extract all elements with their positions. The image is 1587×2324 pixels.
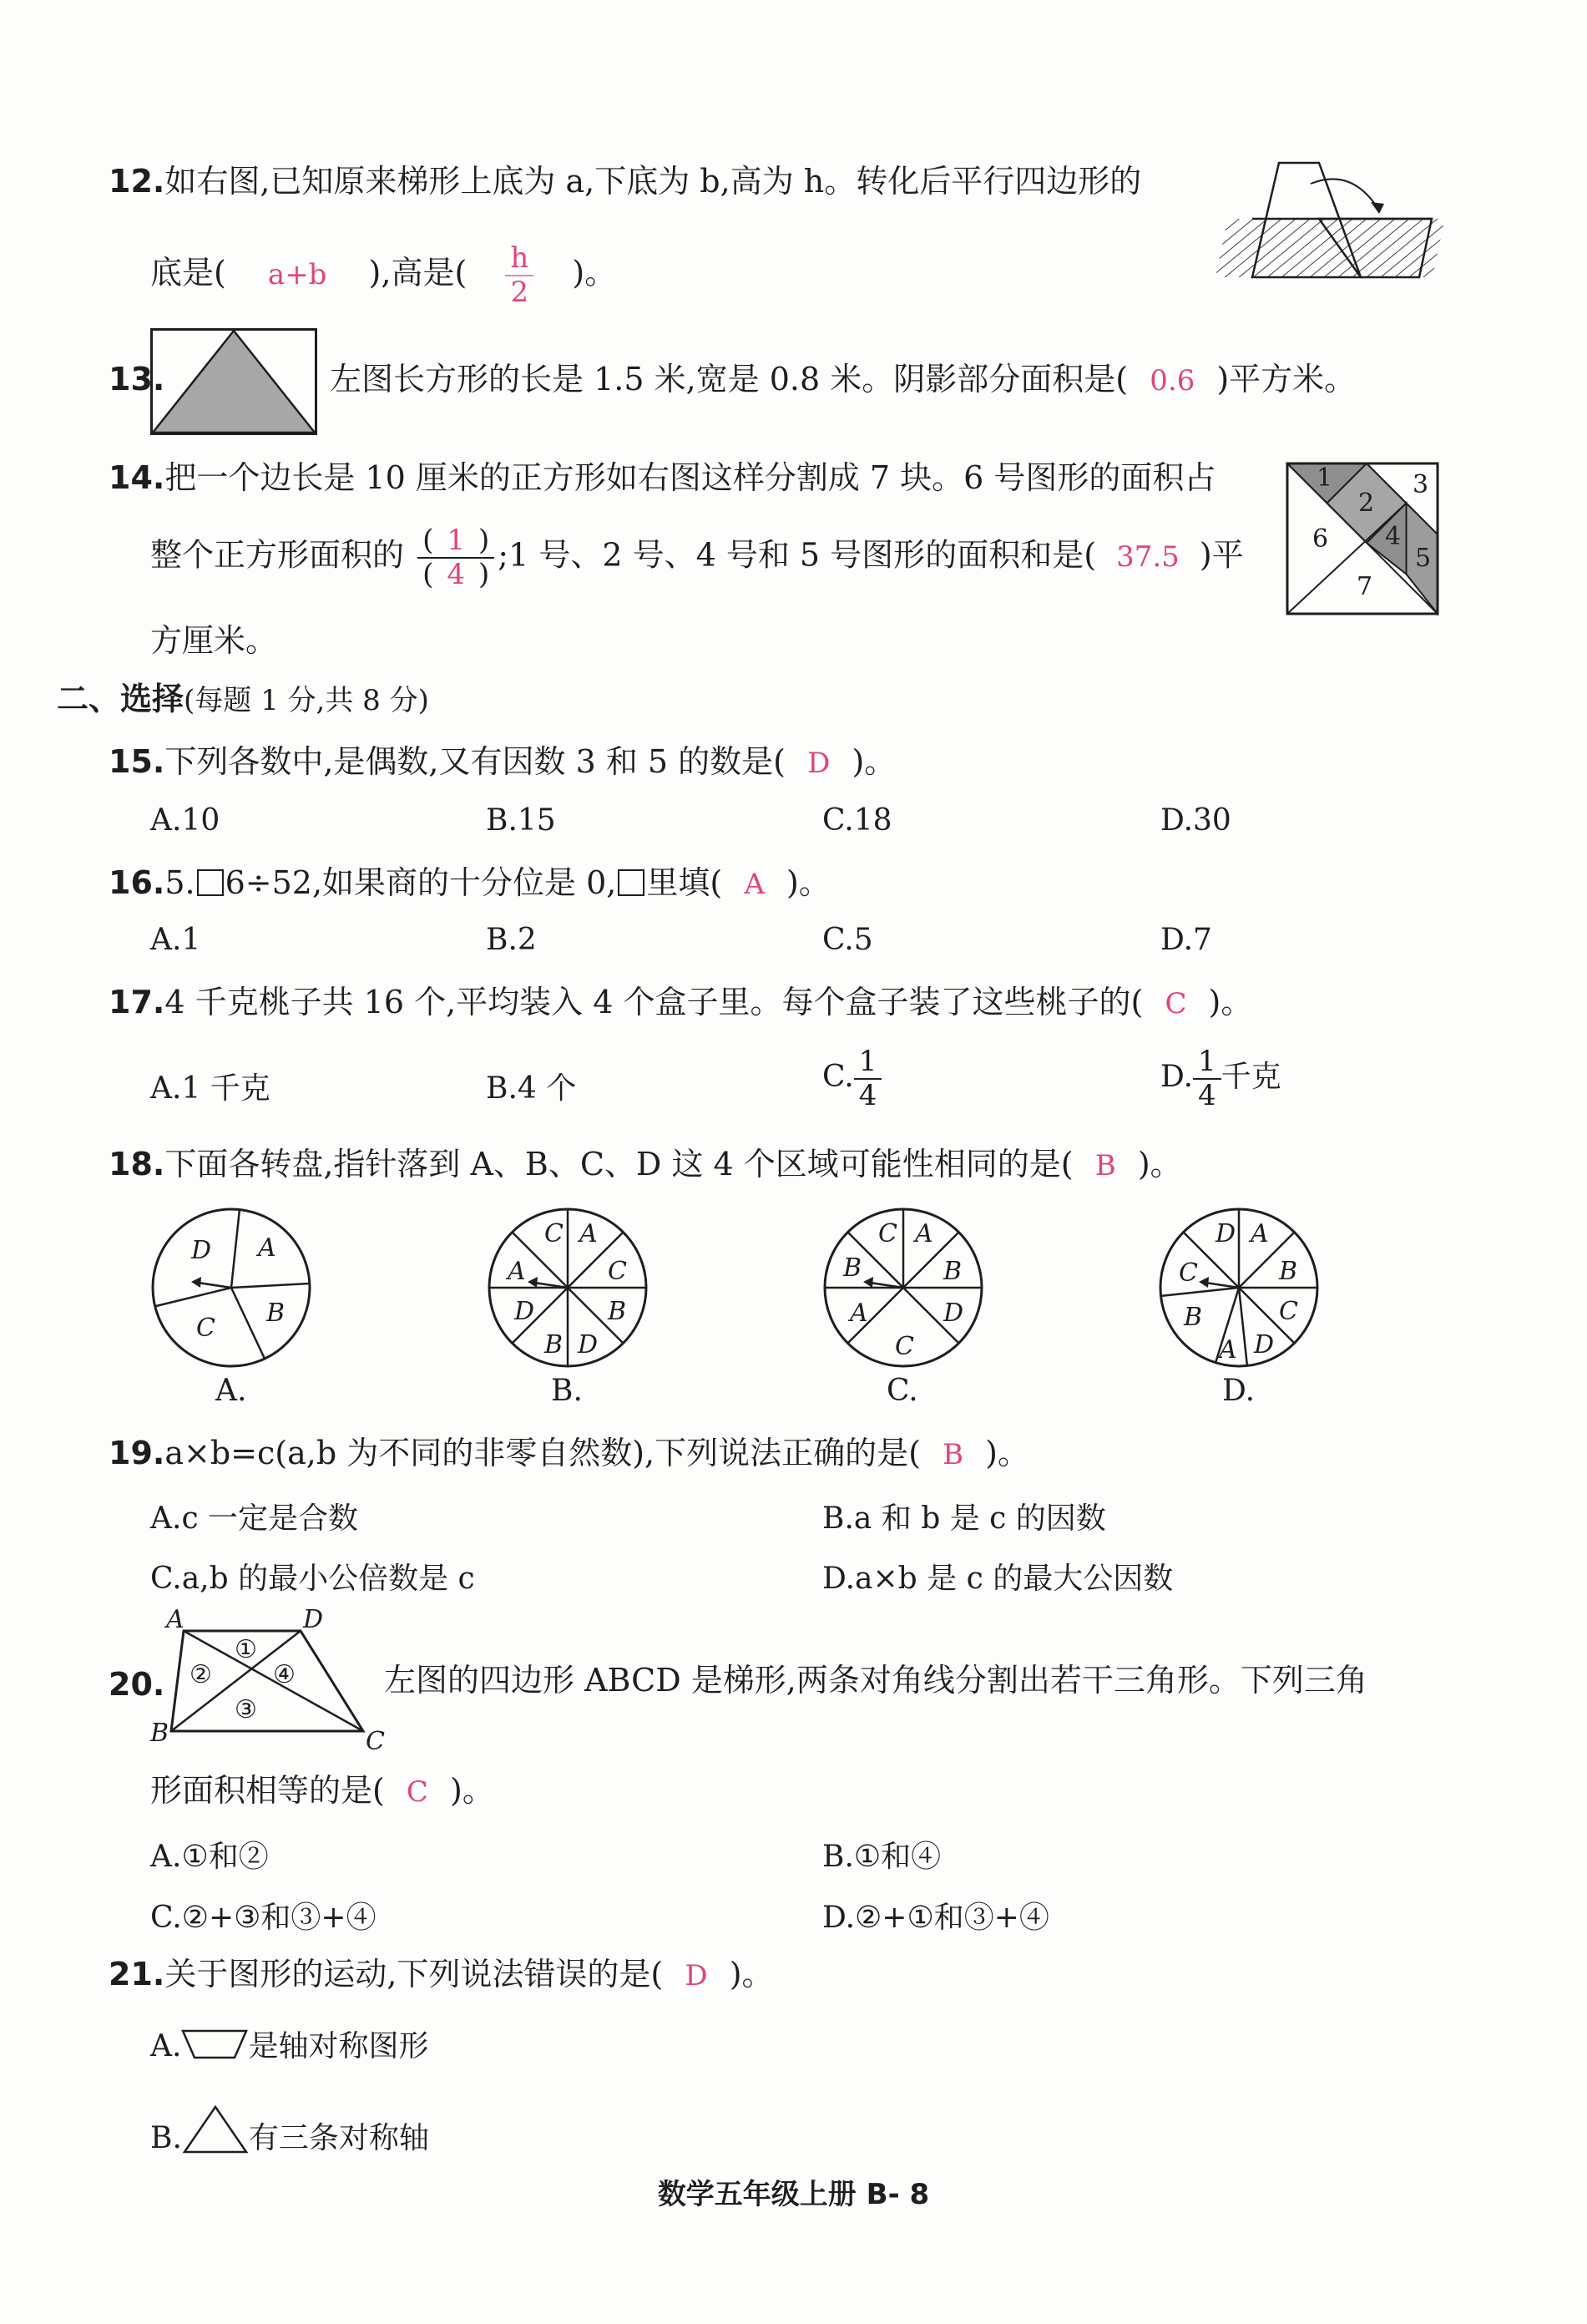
q16-stem <box>109 864 831 903</box>
region-label: D <box>1216 1219 1236 1248</box>
page-footer: 数学五年级上册 B- 8 <box>657 2178 930 2211</box>
q20-line1 <box>384 1662 1367 1700</box>
region-label: D <box>191 1236 212 1265</box>
vertex-label: A <box>166 1605 184 1634</box>
pointer <box>198 1283 231 1288</box>
pointer-head <box>528 1277 538 1288</box>
region-label: D <box>514 1297 535 1326</box>
region-label: D <box>1254 1330 1275 1359</box>
region-label: D <box>943 1299 964 1328</box>
option-c: C.②+③和③+④ <box>150 1901 377 1935</box>
pointer-head <box>1199 1277 1209 1288</box>
region-label: D <box>578 1330 599 1359</box>
question-number: 21. <box>109 1956 165 1992</box>
answer-blank: D <box>807 747 831 780</box>
option-d: D.②+①和③+④ <box>822 1901 1049 1935</box>
wheel-label-a: A. <box>215 1374 247 1408</box>
text: 5. <box>164 864 195 901</box>
vertex-label: D <box>303 1605 324 1634</box>
answer-fraction: $\frac{( 1 )}{( 4 )}$ <box>417 524 494 591</box>
option-c: C.5 <box>822 923 873 957</box>
text: )。 <box>985 1435 1029 1471</box>
question-number: 12. <box>109 163 165 200</box>
text: 底是( <box>150 254 226 291</box>
option-b: B.15 <box>486 803 556 838</box>
answer-blank: D <box>685 1959 708 1992</box>
region-label: C <box>544 1219 564 1248</box>
option-text: 是轴对称图形 <box>248 2029 429 2063</box>
text: 整个正方形面积的 <box>150 536 405 574</box>
triangle-icon <box>182 2104 249 2154</box>
q20-line2 <box>150 1772 494 1810</box>
region-label: C <box>1279 1297 1298 1326</box>
option-text: 有三条对称轴 <box>248 2121 429 2155</box>
region-label: A <box>258 1233 276 1263</box>
question-number: 17. <box>109 984 165 1020</box>
option-a: A.10 <box>150 803 220 838</box>
divider <box>231 1209 240 1288</box>
question-number: 15. <box>109 743 165 780</box>
region-label: A <box>915 1219 933 1248</box>
q12-line1 <box>109 163 1141 201</box>
question-number: 19. <box>109 1435 165 1471</box>
option-label: C. <box>822 1060 854 1095</box>
text: ;1 号、2 号、4 号和 5 号图形的面积和是( <box>498 536 1097 574</box>
piece-label: 5 <box>1415 544 1432 573</box>
option-d: D.30 <box>1160 803 1231 838</box>
tangram-square-figure <box>1283 459 1442 618</box>
option-a: A.①和② <box>150 1840 269 1874</box>
region-label: C <box>1179 1258 1198 1288</box>
question-number: 13. <box>109 361 165 397</box>
answer-blank: A <box>744 868 765 901</box>
question-text: 关于图形的运动,下列说法错误的是( <box>164 1956 664 1992</box>
option-c: C.18 <box>822 803 892 838</box>
region-label: ④ <box>273 1660 296 1689</box>
text: )。 <box>450 1772 494 1809</box>
region-label: C <box>878 1219 897 1248</box>
answer-blank: C <box>1165 987 1187 1020</box>
fraction-numerator: h <box>505 242 533 276</box>
region-label: B <box>608 1297 627 1326</box>
piece-label: 6 <box>1312 524 1329 554</box>
piece-label: 1 <box>1317 463 1333 493</box>
piece-label: 2 <box>1358 489 1375 518</box>
inverted-trapezoid-icon <box>181 2028 248 2061</box>
shaded-triangle <box>153 331 315 433</box>
option-b <box>150 2104 429 2157</box>
text: )。 <box>852 743 897 780</box>
fraction-denominator: 2 <box>510 276 529 310</box>
trapezoid-transform-figure <box>1227 159 1444 284</box>
question-number: 20. <box>109 1666 165 1703</box>
answer-blank: a+b <box>267 257 327 291</box>
text: )。 <box>1208 984 1253 1020</box>
region-label: ③ <box>235 1695 257 1724</box>
option-a: A.1 千克 <box>150 1071 270 1106</box>
text: )。 <box>1137 1146 1182 1182</box>
rectangle-triangle-figure <box>150 328 317 435</box>
region-label: ② <box>190 1660 212 1689</box>
pointer-head <box>863 1277 873 1288</box>
wheel-label-c: C. <box>887 1374 918 1408</box>
answer-fraction <box>505 242 533 309</box>
text: 里填( <box>646 864 723 901</box>
option-b: B.2 <box>486 923 537 957</box>
region-label: B <box>1184 1303 1203 1332</box>
text: 方厘米。 <box>150 622 278 659</box>
question-number: 14. <box>109 459 165 496</box>
q17-stem <box>109 984 1252 1022</box>
vertex-label: B <box>150 1719 169 1748</box>
option-d <box>1160 1046 1281 1112</box>
region-label: B <box>1279 1257 1298 1286</box>
q14-line1 <box>109 459 1216 498</box>
rotate-arrow <box>1311 179 1379 210</box>
text: )平 <box>1199 536 1244 574</box>
spinner-c <box>820 1204 987 1371</box>
hatched-band <box>1216 219 1445 277</box>
trapezoid-abcd-figure <box>146 1605 397 1756</box>
option-a <box>150 2023 428 2065</box>
section-subtitle: (每题 1 分,共 8 分) <box>184 684 429 717</box>
spinner-a <box>148 1204 315 1371</box>
answer-blank: C <box>406 1775 428 1809</box>
question-number: 18. <box>109 1146 165 1182</box>
question-text: 把一个边长是 10 厘米的正方形如右图这样分割成 7 块。6 号图形的面积占 <box>164 459 1216 496</box>
piece-label: 4 <box>1385 522 1402 551</box>
region-label: A <box>579 1219 598 1248</box>
region-label: A <box>508 1257 526 1286</box>
option-b: B.a 和 b 是 c 的因数 <box>822 1501 1106 1536</box>
q13-text <box>330 361 1356 399</box>
fraction-denominator: 4 <box>858 1079 877 1113</box>
option-label: B. <box>150 2121 182 2155</box>
fraction-denominator: 4 <box>447 558 466 592</box>
text: )。 <box>729 1956 774 1992</box>
fraction-denominator: 4 <box>1198 1079 1216 1113</box>
answer-blank: 0.6 <box>1150 364 1195 397</box>
text: )。 <box>786 864 831 901</box>
option-label: D. <box>1160 1060 1194 1095</box>
q14-line3 <box>150 622 277 661</box>
option-label: A. <box>150 2029 182 2063</box>
vertex-label: C <box>366 1727 385 1756</box>
fraction-numerator: 1 <box>1193 1046 1221 1080</box>
divider <box>231 1284 310 1288</box>
text: )。 <box>572 254 617 291</box>
spinner-d <box>1155 1204 1322 1371</box>
answer-blank: 37.5 <box>1116 539 1180 574</box>
q21-stem <box>109 1956 774 1994</box>
wheel-label-d: D. <box>1222 1374 1256 1408</box>
region-label: ① <box>235 1635 257 1664</box>
region-label: C <box>196 1314 215 1343</box>
option-c: C.a,b 的最小公倍数是 c <box>150 1562 475 1596</box>
fraction-numerator: 1 <box>854 1046 882 1080</box>
option-b: B.4 个 <box>486 1071 577 1106</box>
question-number: 16. <box>109 864 165 901</box>
question-text: 下列各数中,是偶数,又有因数 3 和 5 的数是( <box>164 743 786 780</box>
unit: 千克 <box>1221 1060 1281 1095</box>
q18-stem <box>109 1146 1182 1184</box>
answer-blank: B <box>1094 1149 1116 1182</box>
text: )平方米。 <box>1216 361 1357 397</box>
region-label: B <box>843 1253 862 1283</box>
option-a: A.c 一定是合数 <box>150 1501 359 1536</box>
question-text: 如右图,已知原来梯形上底为 a,下底为 b,高为 h。转化后平行四边形的 <box>164 163 1142 200</box>
piece-label: 3 <box>1413 470 1429 499</box>
q15-stem <box>109 743 896 782</box>
pointer-head <box>191 1277 201 1288</box>
region-label: A <box>1219 1335 1237 1365</box>
region-label: A <box>850 1299 868 1328</box>
option-c <box>822 1046 882 1112</box>
fraction-numerator: 1 <box>447 524 466 557</box>
divider <box>231 1288 265 1359</box>
option-d: D.a×b 是 c 的最大公因数 <box>822 1562 1174 1596</box>
divider <box>156 1288 231 1306</box>
section-heading <box>57 681 429 719</box>
option-b: B.①和④ <box>822 1840 942 1874</box>
wheel-label-b: B. <box>551 1374 583 1408</box>
region-label: C <box>608 1257 627 1286</box>
section-title: 二、选择 <box>57 681 184 717</box>
question-text: a×b=c(a,b 为不同的非零自然数),下列说法正确的是( <box>164 1435 921 1471</box>
q12-line2 <box>150 242 616 309</box>
blank-box <box>197 869 224 896</box>
question-text: 左图的四边形 ABCD 是梯形,两条对角线分割出若干三角形。下列三角 <box>384 1662 1367 1699</box>
option-d: D.7 <box>1160 923 1212 957</box>
region-label: B <box>943 1257 963 1286</box>
q14-line2 <box>150 524 1244 591</box>
answer-blank: B <box>943 1438 964 1471</box>
arrow-head <box>1371 202 1384 214</box>
question-text: 4 千克桃子共 16 个,平均装入 4 个盒子里。每个盒子装了这些桃子的( <box>164 984 1144 1020</box>
question-text: 下面各转盘,指针落到 A、B、C、D 这 4 个区域可能性相同的是( <box>164 1146 1074 1182</box>
region-label: B <box>266 1299 286 1328</box>
option-a: A.1 <box>150 923 201 957</box>
piece-label: 7 <box>1357 572 1373 601</box>
q19-stem <box>109 1435 1029 1473</box>
blank-box <box>618 869 644 896</box>
region-label: C <box>895 1332 914 1361</box>
text: 左图长方形的长是 1.5 米,宽是 0.8 米。阴影部分面积是( <box>330 361 1129 397</box>
spinner-b <box>484 1204 651 1371</box>
text: ),高是( <box>368 254 468 291</box>
region-label: A <box>1251 1219 1269 1248</box>
text: 6÷52,如果商的十分位是 0, <box>225 864 617 901</box>
region-label: B <box>544 1330 564 1359</box>
text: 形面积相等的是( <box>150 1772 385 1809</box>
